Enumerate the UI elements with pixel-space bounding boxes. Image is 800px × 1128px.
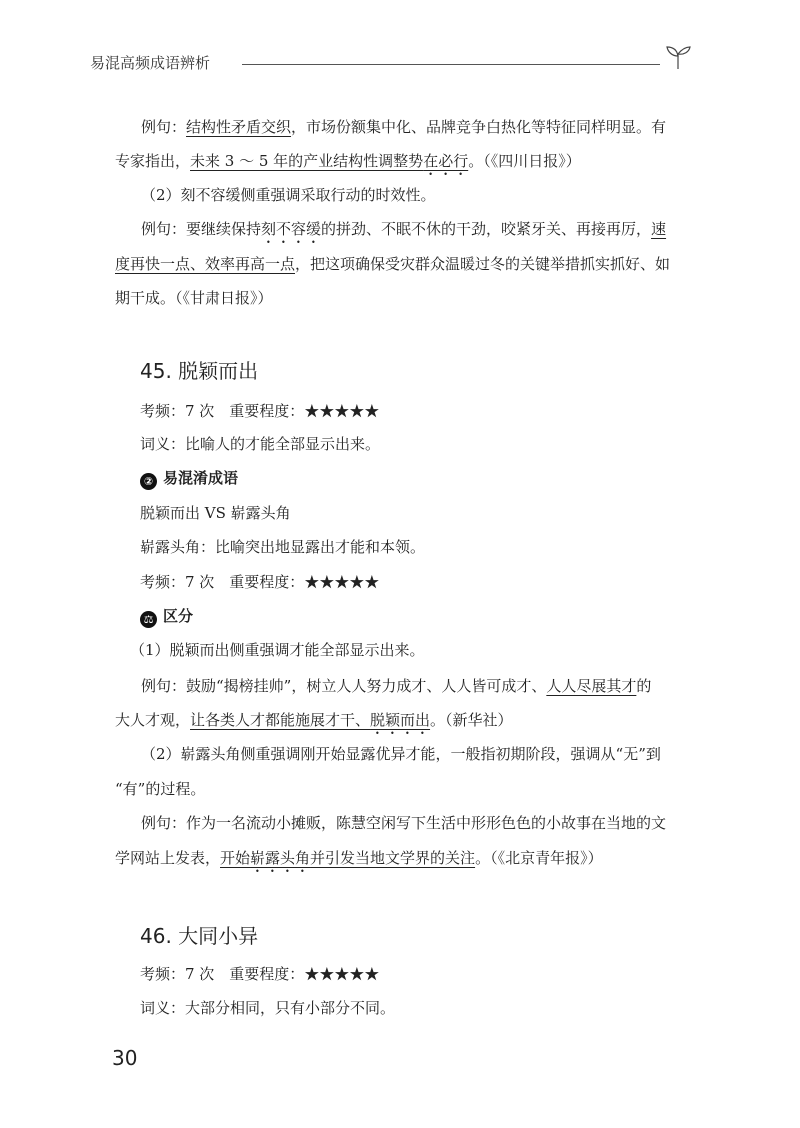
underlined-phrase: 人人尽展其才 [546, 677, 637, 695]
sentence-text: 学网站上发表， [115, 849, 221, 867]
underlined-phrase: 速 [651, 220, 667, 238]
example-sentence-cont [115, 848, 700, 876]
example-label: 例句：要继续保持 [141, 220, 262, 238]
frequency: 考频：7 次 重要程度：★★★★★ [140, 965, 380, 983]
sentence-text: 的拼劲、不眠不休的干劲，咬紧牙关、再接再厉， [321, 220, 652, 238]
dotted-idiom: 脱颖而出 [370, 711, 431, 729]
example-sentence-cont [115, 710, 700, 738]
point-2: （2）刻不容缓侧重强调采取行动的时效性。 [141, 186, 436, 204]
point-1: （1）脱颖而出侧重强调才能全部显示出来。 [130, 641, 425, 659]
example-sentence-cont [115, 254, 700, 274]
entry-title: 45. 脱颖而出 [140, 359, 259, 383]
source-citation: 。（《北京青年报》） [475, 849, 603, 867]
page-number: 30 [112, 1046, 138, 1070]
sentence-text: ，把这项确保受灾群众温暖过冬的关键举措抓实抓好、如 [295, 255, 671, 273]
underlined-phrase: 未来 3 ～ 5 年的产业结构性调整势 [190, 152, 424, 170]
example-label: 例句： [141, 118, 187, 136]
sprout-icon [664, 44, 692, 70]
page-header [90, 44, 700, 76]
example-sentence [115, 117, 700, 137]
point-2: （2）崭露头角侧重强调刚开始显露优异才能，一般指初期阶段，强调从“无”到 [141, 745, 661, 763]
underlined-phrase: 让各类人才都能施展才干、 [190, 711, 371, 729]
example-sentence [115, 676, 700, 696]
example-sentence-cont: 期干成。（《甘肃日报》） [115, 289, 273, 307]
entry-title: 46. 大同小异 [140, 924, 259, 948]
confusable-label: 易混淆成语 [163, 469, 239, 487]
scale-icon: ⚖ [140, 611, 157, 628]
alt-meaning: 崭露头角：比喻突出地显露出才能和本领。 [140, 538, 426, 556]
sentence-text: 例句：鼓励“揭榜挂帅”，树立人人努力成才、人人皆可成才、 [141, 677, 547, 695]
sentence-text: 专家指出， [115, 152, 191, 170]
distinguish-heading [140, 605, 193, 628]
underlined-phrase: 度再快一点、效率再高一点 [115, 255, 296, 273]
frequency: 考频：7 次 重要程度：★★★★★ [140, 402, 380, 420]
dotted-idiom: 在必行 [423, 152, 469, 170]
point-2-cont: “有”的过程。 [115, 780, 206, 798]
underlined-phrase: 结构性矛盾交织 [186, 118, 292, 136]
sentence-text: 大人才观， [115, 711, 191, 729]
dotted-idiom: 刻不容缓 [261, 220, 322, 238]
confusable-heading [140, 467, 238, 490]
example-sentence [115, 219, 700, 247]
source-citation: 。（新华社） [430, 711, 513, 729]
meaning: 词义：比喻人的才能全部显示出来。 [140, 435, 381, 453]
dotted-idiom: 崭露头角 [250, 849, 311, 867]
sentence-text: ，市场份额集中化、品牌竞争白热化等特征同样明显。有 [291, 118, 667, 136]
underlined-phrase: 并引发当地文学界的关注 [310, 849, 476, 867]
underlined-phrase: 开始 [220, 849, 251, 867]
example-sentence: 例句：作为一名流动小摊贩，陈慧空闲写下生活中形形色色的小故事在当地的文 [141, 814, 667, 832]
header-title: 易混高频成语辨析 [90, 54, 211, 72]
versus-line: 脱颖而出 VS 崭露头角 [140, 504, 291, 522]
meaning: 词义：大部分相同，只有小部分不同。 [140, 999, 396, 1017]
sentence-text: 的 [636, 677, 652, 695]
alt-frequency: 考频：7 次 重要程度：★★★★★ [140, 573, 380, 591]
header-rule [242, 64, 660, 65]
example-sentence-cont [115, 151, 700, 179]
distinguish-label: 区分 [163, 607, 194, 625]
source-citation: 。（《四川日报》） [468, 152, 581, 170]
confusable-icon: ② [140, 473, 157, 490]
